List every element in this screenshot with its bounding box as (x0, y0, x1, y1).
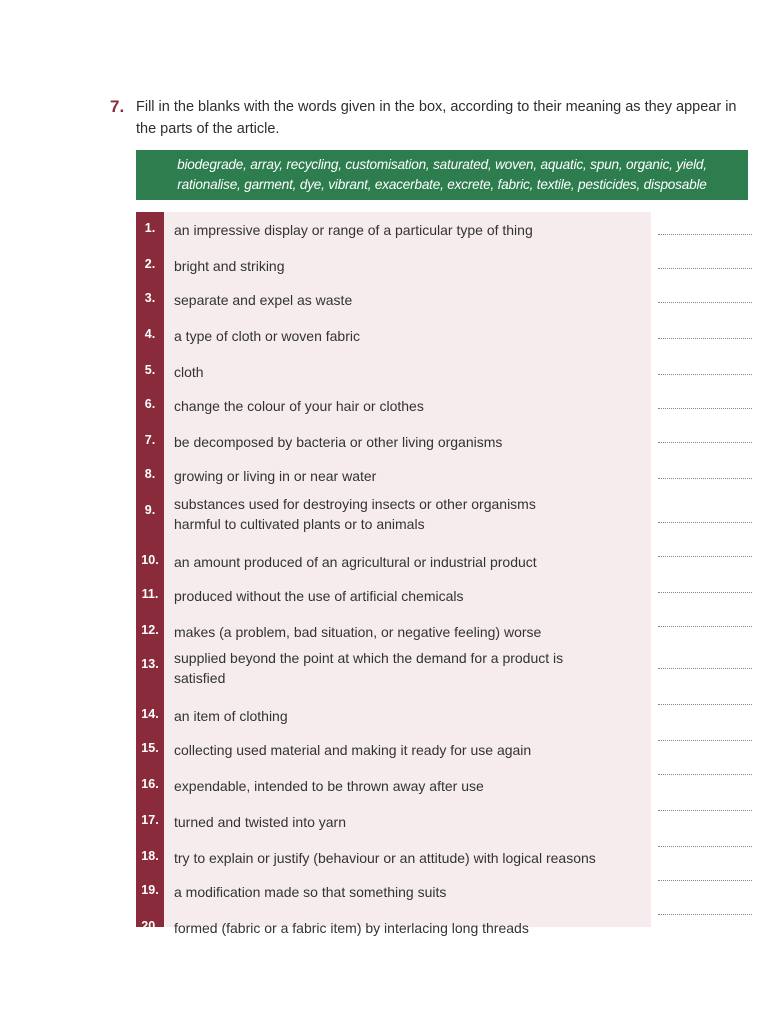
item-definition: a type of cloth or woven fabric (174, 328, 360, 344)
answer-blank[interactable] (658, 846, 752, 847)
definition-row (136, 768, 756, 804)
definition-row (136, 910, 756, 936)
item-number-badge: 8. (136, 458, 164, 494)
item-number-badge: 12. (136, 614, 164, 648)
item-definition: substances used for destroying insects or other organisms harmful to cultivated plants or to animals (174, 496, 536, 532)
answer-blank[interactable] (658, 408, 752, 409)
item-number-badge: 16. (136, 768, 164, 804)
definition-row (136, 318, 756, 354)
item-number-badge: 9. (136, 494, 164, 544)
item-number-badge: 7. (136, 424, 164, 458)
definition-row (136, 840, 756, 874)
answer-blank[interactable] (658, 592, 752, 593)
item-number-badge: 5. (136, 354, 164, 388)
item-definition: supplied beyond the point at which the demand for a product is satisfied (174, 650, 564, 686)
item-number-badge: 11. (136, 578, 164, 614)
instruction-text: Fill in the blanks with the words given in the box, according to their meaning as they appear in the parts of the article. (136, 99, 737, 137)
item-definition: an impressive display or range of a particular type of thing (174, 222, 533, 238)
item-definition: separate and expel as waste (174, 292, 353, 308)
item-definition: be decomposed by bacteria or other living organisms (174, 434, 503, 450)
exercise-number: 7. (110, 97, 125, 116)
item-definition: produced without the use of artificial chemicals (174, 588, 464, 604)
answer-blank[interactable] (658, 478, 752, 479)
item-number-badge: 10. (136, 544, 164, 578)
item-definition: turned and twisted into yarn (174, 814, 346, 830)
definition-row (136, 248, 756, 282)
item-number-badge: 18. (136, 840, 164, 874)
definition-row (136, 424, 756, 458)
answer-blank[interactable] (658, 338, 752, 339)
answer-blank[interactable] (658, 374, 752, 375)
item-definition: bright and striking (174, 258, 285, 274)
definition-row (136, 544, 756, 578)
item-number-badge: 15. (136, 732, 164, 768)
answer-blank[interactable] (658, 302, 752, 303)
definition-row (136, 874, 756, 910)
item-number-badge: 2. (136, 248, 164, 282)
definition-row (136, 458, 756, 494)
definition-row (136, 282, 756, 318)
word-box-line-2: rationalise, garment, dye, vibrant, exacerbate, excrete, fabric, textile, pesticides, disposable (177, 177, 707, 192)
word-box (136, 150, 748, 200)
item-number-badge: 6. (136, 388, 164, 424)
definition-row (136, 804, 756, 840)
item-number-badge: 17. (136, 804, 164, 840)
item-definition: collecting used material and making it ready for use again (174, 742, 532, 758)
answer-blank[interactable] (658, 234, 752, 235)
definition-row (136, 212, 756, 248)
item-definition: try to explain or justify (behaviour or an attitude) with logical reasons (174, 850, 596, 866)
item-definition: makes (a problem, bad situation, or negative feeling) worse (174, 624, 542, 640)
answer-blank[interactable] (658, 880, 752, 881)
item-number-badge: 19. (136, 874, 164, 910)
definition-row (136, 388, 756, 424)
definition-row (136, 494, 756, 544)
answer-blank[interactable] (658, 556, 752, 557)
answer-blank[interactable] (658, 522, 752, 523)
item-number-badge: 20. (136, 910, 164, 927)
item-definition: expendable, intended to be thrown away after use (174, 778, 484, 794)
item-definition: change the colour of your hair or clothes (174, 398, 424, 414)
answer-blank[interactable] (658, 626, 752, 627)
item-number-badge: 3. (136, 282, 164, 318)
item-number-badge: 13. (136, 648, 164, 698)
answer-blank[interactable] (658, 268, 752, 269)
item-definition: cloth (174, 364, 204, 380)
definition-row (136, 648, 756, 698)
answer-blank[interactable] (658, 704, 752, 705)
definition-row (136, 698, 756, 732)
answer-blank[interactable] (658, 810, 752, 811)
answer-blank[interactable] (658, 740, 752, 741)
item-definition: a modification made so that something suits (174, 884, 447, 900)
item-definition: an item of clothing (174, 708, 288, 724)
answer-blank[interactable] (658, 668, 752, 669)
item-definition: formed (fabric or a fabric item) by interlacing long threads (174, 920, 529, 936)
exercise-instruction (110, 96, 755, 140)
item-number-badge: 4. (136, 318, 164, 354)
definition-row (136, 354, 756, 388)
item-number-badge: 14. (136, 698, 164, 732)
item-definition: growing or living in or near water (174, 468, 377, 484)
answer-blank[interactable] (658, 914, 752, 915)
word-box-line-1: biodegrade, array, recycling, customisation, saturated, woven, aquatic, spun, organic, yield, (177, 157, 707, 172)
item-number-badge: 1. (136, 212, 164, 248)
definition-row (136, 732, 756, 768)
answer-blank[interactable] (658, 774, 752, 775)
definition-row (136, 578, 756, 614)
answer-blank[interactable] (658, 442, 752, 443)
definition-row (136, 614, 756, 648)
item-definition: an amount produced of an agricultural or industrial product (174, 554, 537, 570)
